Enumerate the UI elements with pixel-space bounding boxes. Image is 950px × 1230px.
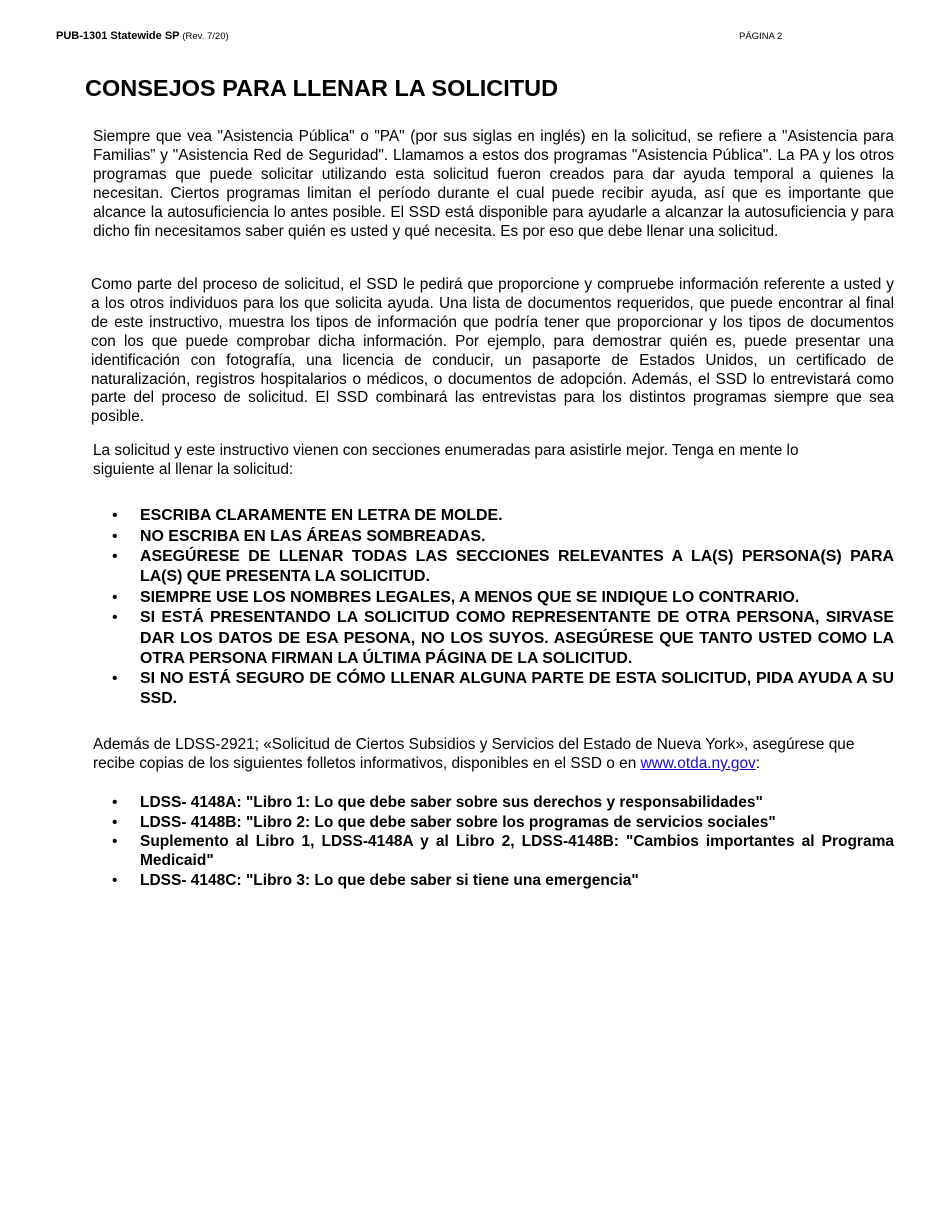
page-number: PÁGINA 2 — [739, 31, 783, 42]
list-item: • NO ESCRIBA EN LAS ÁREAS SOMBREADAS. — [112, 527, 894, 547]
booklets-list — [112, 793, 894, 890]
list-item: • LDSS- 4148C: "Libro 3: Lo que debe saber si tiene una emergencia" — [112, 871, 894, 890]
list-item: • ASEGÚRESE DE LLENAR TODAS LAS SECCIONES RELEVANTES A LA(S) PERSONA(S) PARA LA(S) QUE PRESENTA LA SOLICITUD. — [112, 547, 894, 587]
booklets-paragraph — [93, 736, 883, 774]
form-id-header — [56, 29, 229, 44]
instructions-intro-paragraph: La solicitud y este instructivo vienen con secciones enumeradas para asistirle mejor. Tenga en mente lo siguiente al llenar la solicitud: — [93, 442, 799, 478]
form-id: PUB-1301 Statewide SP — [56, 30, 180, 42]
list-item: • SI ESTÁ PRESENTANDO LA SOLICITUD COMO REPRESENTANTE DE OTRA PERSONA, SIRVASE DAR LOS DATOS DE ESA PESONA, NO LOS SUYOS. ASEGÚRESE QUE TANTO USTED COMO LA OTRA PERSONA FIRMAN LA ÚLTIMA PÁGINA DE LA SOLICITUD. — [112, 608, 894, 668]
intro-paragraph: Siempre que vea "Asistencia Pública" o "PA" (por sus siglas en inglés) en la solicitud, se refiere a "Asistencia para Familias” y "Asistencia Red de Seguridad". Llamamos a estos dos programas "Asistencia Pública". La PA y los otros programas que puede solicitar utilizando esta solicitud fueron creados para dar ayuda temporal a quienes la necesitan. Ciertos programas limitan el período durante el cual puede recibir ayuda, así que es importante que alcance la autosuficiencia lo antes posible. El SSD está disponible para ayudarle a alcanzar la autosuficiencia y para dicho fin necesitamos saber quién es usted y qué necesita. Es por eso que debe llenar una solicitud. — [93, 128, 894, 240]
otda-website-link[interactable]: www.otda.ny.gov — [640, 754, 756, 772]
list-item: • Suplemento al Libro 1, LDSS-4148A y al Libro 2, LDSS-4148B: "Cambios importantes al Programa Medicaid" — [112, 832, 894, 870]
list-item: • ESCRIBA CLARAMENTE EN LETRA DE MOLDE. — [112, 506, 894, 526]
form-revision: (Rev. 7/20) — [182, 31, 229, 42]
list-item: • SIEMPRE USE LOS NOMBRES LEGALES, A MENOS QUE SE INDIQUE LO CONTRARIO. — [112, 588, 894, 608]
booklets-paragraph-text: Además de LDSS-2921; «Solicitud de Ciertos Subsidios y Servicios del Estado de Nueva York», asegúrese que recibe copias de los siguientes folletos informativos, disponibles en el SSD o en — [93, 736, 855, 772]
page-title: CONSEJOS PARA LLENAR LA SOLICITUD — [85, 75, 559, 101]
application-process-paragraph: Como parte del proceso de solicitud, el SSD le pedirá que proporcione y compruebe información referente a usted y a los otros individuos para los que solicita ayuda. Una lista de documentos requeridos, que puede encontrar al final de este instructivo, muestra los tipos de información que podría tener que proporcionar y los tipos de documentos con los que puede comprobar dicha información. Por ejemplo, para demostrar quién es, puede presentar una identificación con fotografía, una licencia de conducir, un pasaporte de Estados Unidos, un certificado de naturalización, registros hospitalarios o médicos, o documentos de adopción. Además, el SSD lo entrevistará como parte del proceso de solicitud. El SSD combinará las entrevistas para los distintos programas siempre que sea posible. — [91, 276, 894, 426]
booklets-paragraph-suffix: : — [755, 754, 761, 772]
tips-list — [112, 506, 894, 710]
list-item: • SI NO ESTÁ SEGURO DE CÓMO LLENAR ALGUNA PARTE DE ESTA SOLICITUD, PIDA AYUDA A SU SSD. — [112, 669, 894, 709]
list-item: • LDSS- 4148B: "Libro 2: Lo que debe saber sobre los programas de servicios sociales" — [112, 813, 894, 832]
list-item: • LDSS- 4148A: "Libro 1: Lo que debe saber sobre sus derechos y responsabilidades" — [112, 793, 894, 812]
